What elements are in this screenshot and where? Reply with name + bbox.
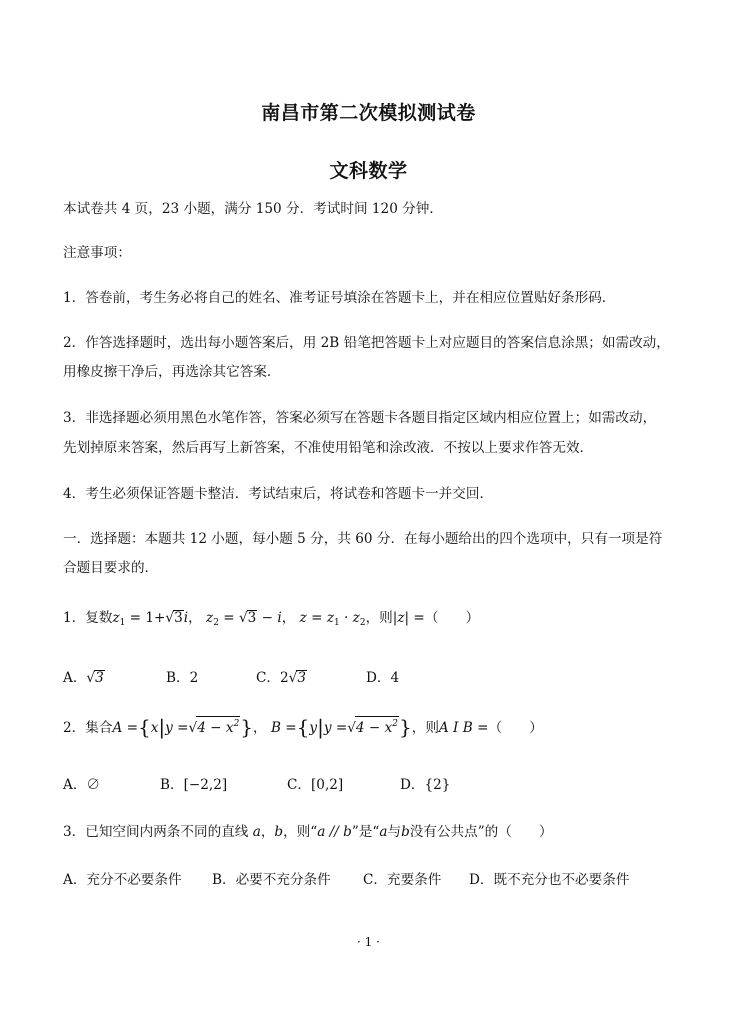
q3-condition: a // b [317,824,352,840]
q1-sep-2: ， [281,610,296,626]
sqrt-symbol: √ [238,610,248,626]
question-3 [63,822,553,842]
exam-title: 南昌市第二次模拟测试卷 [261,102,476,124]
q1-abs-z: |z| [392,610,410,626]
note-2-line-2: 用橡皮擦干净后，再选涂其它答案． [63,364,281,380]
q1-option-a-radicand: 3 [95,670,104,686]
exam-subtitle: 文科数学 [329,160,408,182]
q3-text-d: 与 [387,824,402,840]
q1-option-a [63,666,105,686]
notes-heading: 注意事项： [63,245,131,261]
q1-z-expr-sub-1: 1 [333,618,340,628]
q1-z2-rest: − i [257,610,282,626]
question-1 [63,608,479,633]
q2-sep: ， [253,720,267,736]
q2-set-a-radicand [196,716,240,735]
q1-z-expr-dot: · z [339,610,360,626]
q1-z2-eq: = [218,610,239,626]
right-brace: } [399,715,412,739]
q1-option-b: B．2 [166,670,199,686]
q1-option-c-label: C．2 [256,670,289,686]
q1-option-c-radicand: 3 [297,670,306,686]
q2-set-b-lhs: B = [270,720,297,736]
divider-bar: | [158,715,166,739]
section-1-line-1: 一．选择题：本题共 12 小题，每小题 5 分，共 60 分．在每小题给出的四个选项中，只有一项是符 [63,531,663,547]
q2-option-a: A．∅ [63,777,101,793]
note-3-line-2: 先划掉原来答案，然后再写上新答案，不准使用铅笔和涂改液．不按以上要求作答无效． [63,440,594,456]
q3-comma: ， [260,824,275,840]
q1-z1-sub: 1 [119,618,126,628]
sqrt-symbol: √ [165,610,175,626]
q2-tail-a: ，则 [411,720,439,736]
q1-z2: z [206,610,214,626]
q3-text-a: 3．已知空间内两条不同的直线 [63,824,253,840]
sqrt-symbol: √ [86,670,96,686]
sqrt-symbol: √ [188,720,198,736]
q2-set-b-radicand-text: 4 − x [355,720,393,736]
q1-z2-radicand: 3 [247,610,257,626]
sqrt-symbol: √ [288,670,298,686]
q1-z1-i: i [183,610,189,626]
q1-prefix: 1．复数 [63,610,113,626]
q3-text-c: ”是“ [351,824,380,840]
q1-z-expr-sub-2: 2 [359,618,366,628]
q1-sep-3: ，则 [365,610,393,626]
q1-z2-sub: 2 [213,618,219,628]
exam-info: 本试卷共 4 页，23 小题，满分 150 分．考试时间 120 分钟． [63,201,443,217]
q2-tail-c: =（ ） [472,720,543,736]
q3-text-b: ，则“ [283,824,318,840]
q1-z-expr: z = z [299,610,334,626]
note-2-line-1: 2．作答选择题时，选出每小题答案后，用 2B 铅笔把答题卡上对应题目的答案信息涂黑；如需改动， [63,335,670,351]
q2-set-a-var: x [150,720,159,736]
section-1-line-2: 合题目要求的． [63,560,159,576]
q3-option-b: B．必要不充分条件 [212,872,331,888]
q2-option-d: D．{2} [400,777,451,793]
q3-option-a: A．充分不必要条件 [63,872,182,888]
left-brace: { [137,715,151,739]
note-1: 1．答卷前，考生务必将自己的姓名、准考证号填涂在答题卡上，并在相应位置贴好条形码． [63,290,616,306]
q1-tail: =（ ） [409,610,480,626]
right-brace: } [240,715,254,739]
q3-option-c: C．充要条件 [363,872,442,888]
q2-option-c: C．[0,2] [287,777,344,793]
q2-set-a-lhs: A = [112,720,138,736]
q3-line-a: a [252,824,261,840]
q1-z1-radicand: 3 [174,610,183,626]
note-4: 4．考生必须保证答题卡整洁．考试结束后，将试卷和答题卡一并交回． [63,486,494,502]
page-number: · 1 · [357,935,380,949]
q2-set-b-var: y [309,720,318,736]
q1-z1: z [112,610,120,626]
q1-option-a-label: A． [63,670,87,686]
q1-option-d: D．4 [366,670,400,686]
q2-prefix: 2．集合 [63,720,113,736]
note-3-line-1: 3．非选择题必须用黑色水笔作答，答案必须写在答题卡各题目指定区域内相应位置上；如需改动， [63,410,657,426]
q1-z1-rhs: = 1+ [125,610,166,626]
q3-option-d: D．既不充分也不必要条件 [469,872,630,888]
q2-set-b-radicand [355,716,399,735]
q1-option-c [256,666,307,686]
q2-tail-b: A I B [438,720,473,736]
q2-set-a-cond: y = [165,720,189,736]
q3-line-b: b [274,824,284,840]
q2-set-a-radicand-text: 4 − x [197,720,234,736]
divider-bar: | [317,715,324,739]
q3-line-a-2: a [379,824,388,840]
question-2 [63,716,543,738]
q2-set-b-exp: 2 [392,719,398,729]
q2-option-b: B．[−2,2] [160,777,228,793]
q3-text-e: 没有公共点”的（ ） [409,824,553,840]
sqrt-symbol: √ [347,720,356,736]
q3-line-b-2: b [401,824,410,840]
q2-set-b-cond: y = [323,720,348,736]
q1-sep-1: ， [188,610,202,626]
q2-set-a-exp: 2 [233,719,240,729]
left-brace: { [296,715,310,739]
